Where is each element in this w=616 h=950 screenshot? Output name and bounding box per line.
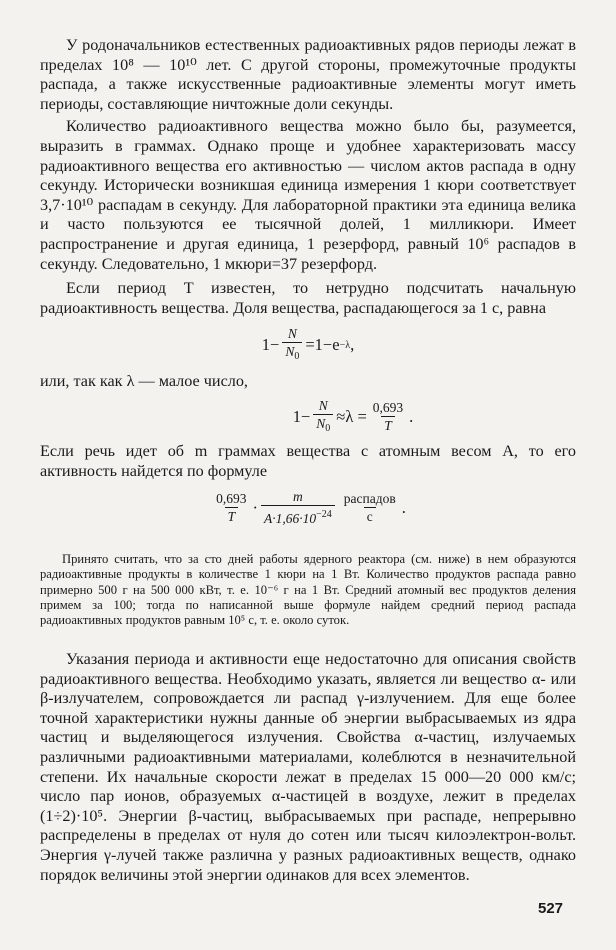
formula-2-fraction-2 [370, 400, 406, 433]
formula-3-denominator-1: T [225, 507, 239, 524]
formula-2-denominator-2: T [381, 416, 395, 433]
formula-3-numerator-1: 0,693 [216, 491, 247, 507]
formula-3-den2-text: A·1,66·10 [264, 511, 317, 527]
paragraph-1: У родоначальников естественных радиоактивных рядов периоды лежат в пределах 10⁸ — 10¹⁰ лет. С другой стороны, промежуточные продукты распада, а также искусственные радиоактивные элементы могут иметь периоды, составляющие ничтожные доли секунды. [40, 36, 576, 113]
formula-2-den-subscript: 0 [325, 422, 331, 434]
formula-2-minus: − [300, 406, 311, 426]
formula-1 [40, 326, 576, 364]
formula-2-fraction [313, 398, 333, 436]
formula-3-period: . [401, 497, 406, 517]
formula-1-denominator [282, 342, 302, 364]
formula-1-rhs: =1−e [305, 335, 340, 355]
formula-3-fraction-2 [261, 489, 335, 526]
formula-3-fraction-3 [341, 491, 399, 524]
paragraph-4: или, так как λ — малое число, [40, 372, 248, 391]
paragraph-6: Указания периода и активности еще недостаточно для описания свойств радиоактивного вещества. Необходимо указать, является ли вещество α- или β-излучателем, сопровождается ли распад γ-излучением. Для еще более точной характеристики нужны данные об энергии выбрасываемых из ядра частиц и выделяющегося излучения. Свойства α-частиц, излучаемых различными радиоактивными материалами, колеблются в незначительной степени. Их начальные скорости лежат в пределах 15 000—20 000 км/с; число пар ионов, образуемых α-частицей в воздухе, лежит в пределах (1÷2)·10⁵. Энергии β-частиц, выбрасываемых при распаде, непрерывно распределены в пределах от нуля до сотен или тысяч килоэлектрон-вольт. Энергия γ-лучей также различна у разных радиоактивных веществ, однако порядок величины этой энергии одинаков для всех элементов. [40, 650, 576, 884]
paragraph-5: Если речь идет об m граммах вещества с атомным весом A, то его активность найдется по формуле [40, 441, 576, 480]
formula-3-den2-exponent: −24 [316, 509, 332, 521]
formula-1-exponent: −λ [339, 339, 351, 351]
formula-2-approx: ≈λ = [336, 406, 367, 426]
footnote-block: Принято считать, что за сто дней работы ядерного реактора (см. ниже) в нем образуются радиоактивные продукты в количестве 1 кюри на 1 Вт. Количество продуктов распада равно примерно 500 г на 500 000 кВт, т. е. 10⁻⁶ г на 1 Вт. Средний атомный вес продуктов деления примем за 100; тогда по написанной выше формуле найдем средний период распада радиоактивных продуктов равным 10⁵ с, т. е. около суток. [40, 552, 576, 627]
formula-3-fraction-1 [213, 491, 249, 524]
formula-3-denominator-2 [261, 505, 335, 526]
formula-1-comma: , [350, 335, 355, 355]
formula-3-denominator-3: с [364, 507, 376, 524]
formula-3 [40, 489, 576, 526]
formula-1-fraction [282, 326, 302, 364]
formula-1-den-letter: N [285, 344, 295, 360]
formula-3-dot: · [252, 497, 259, 517]
formula-2-den-letter: N [316, 415, 326, 431]
formula-2-period: . [409, 406, 414, 426]
formula-1-one: 1 [261, 335, 271, 355]
formula-2-denominator [313, 414, 333, 436]
formula-1-numerator: N [287, 326, 297, 342]
formula-2-numerator: N [318, 397, 328, 413]
formula-2-one: 1 [292, 406, 301, 426]
page-number: 527 [538, 900, 564, 917]
formula-2-numerator-2: 0,693 [372, 400, 404, 416]
formula-3-numerator-2: m [293, 489, 303, 505]
paragraph-2: Количество радиоактивного вещества можно было бы, разумеется, выразить в граммах. Однако проще и удобнее характеризовать массу радиоактивного вещества его активностью — числом актов распада в одну секунду. Исторически возникшая единица измерения 1 кюри соответствует 3,7·10¹⁰ распадам в секунду. Для лабораторной практики эта единица велика и часто пользуются ее тысячной долей, 1 милликюри. Имеет распространение и другая единица, 1 резерфорд, равный 10⁶ распадов в секунду. Следовательно, 1 мкюри=37 резерфорд. [40, 117, 576, 273]
formula-2 [130, 398, 576, 436]
formula-1-den-subscript: 0 [294, 351, 300, 363]
paragraph-3: Если период T известен, то нетрудно подсчитать начальную радиоактивность вещества. Доля вещества, распадающегося за 1 с, равна [40, 279, 576, 317]
page-content [40, 36, 576, 885]
formula-1-minus: − [270, 335, 280, 355]
formula-3-numerator-3: распадов [343, 491, 396, 507]
